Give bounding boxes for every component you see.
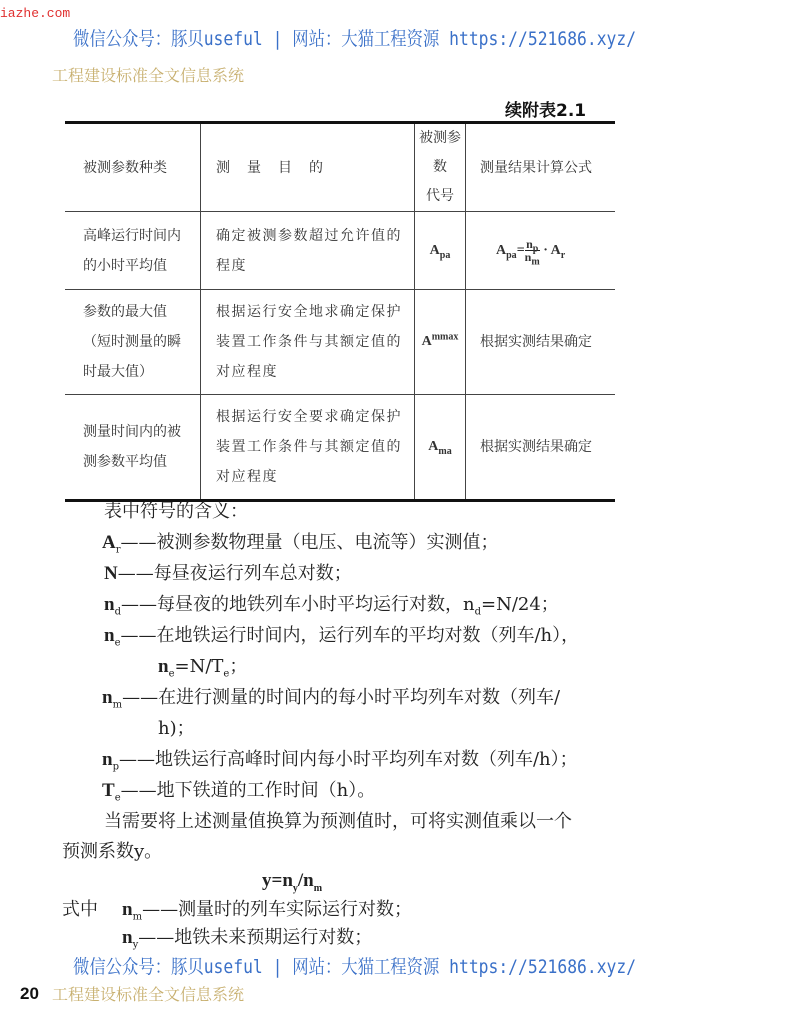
table-header-row bbox=[65, 123, 615, 212]
formula-lhs: A bbox=[496, 242, 507, 258]
paragraph-line1: 当需要将上述测量值换算为预测值时，可将实测值乘以一个 bbox=[104, 811, 572, 832]
formula-rhs-sub: r bbox=[560, 249, 566, 261]
symbol-sub: m bbox=[112, 699, 123, 711]
cell-purpose: 确定被测参数超过允许值的程度 bbox=[201, 212, 415, 290]
cell-formula: 根据实测结果确定 bbox=[466, 395, 616, 501]
cell-code bbox=[415, 290, 466, 395]
legend-item bbox=[102, 531, 499, 555]
formula-den-sub: m bbox=[531, 256, 540, 268]
code-sub: pa bbox=[439, 249, 451, 261]
symbol: n bbox=[122, 927, 133, 948]
definition: =N/T bbox=[174, 656, 224, 677]
code-symbol: A bbox=[421, 334, 432, 349]
legend-title: 表中符号的含义： bbox=[104, 501, 248, 522]
cell-purpose: 根据运行安全地求确定保护装置工作条件与其额定值的对应程度 bbox=[201, 290, 415, 395]
legend-item bbox=[104, 562, 352, 586]
formula-rhs: · A bbox=[543, 242, 561, 258]
definition: ——在地铁运行时间内，运行列车的平均对数（列车/h）， bbox=[120, 625, 580, 646]
symbol: n bbox=[158, 656, 169, 677]
cell-type: 测量时间内的被测参数平均值 bbox=[65, 395, 201, 501]
definition: ——在进行测量的时间内的每小时平均列车对数（列车/ bbox=[122, 687, 561, 708]
formula-part: y=n bbox=[262, 870, 293, 891]
header-code-line2: 代号 bbox=[426, 188, 454, 204]
definition: ——地铁未来预期运行对数； bbox=[138, 927, 373, 948]
definition: ——每昼夜运行列车总对数； bbox=[117, 563, 352, 584]
symbol-sub: y bbox=[132, 939, 139, 951]
table-row bbox=[65, 290, 615, 395]
legend-item bbox=[102, 779, 375, 803]
definition-sub: e bbox=[223, 668, 230, 680]
symbol: n bbox=[104, 594, 115, 615]
header-formula: 测量结果计算公式 bbox=[466, 123, 616, 212]
watermark-system-bottom: 工程建设标准全文信息系统 bbox=[52, 985, 245, 1004]
cell-formula: 根据实测结果确定 bbox=[466, 290, 616, 395]
formula-num-sub: p bbox=[532, 243, 539, 255]
table-row bbox=[65, 212, 615, 290]
cell-formula: $A_{pa}=$ $\frac{n_p}{n_m}$ · $A_r$ bbox=[466, 212, 616, 290]
definition: ——每昼夜的地铁列车小时平均运行对数，n bbox=[120, 594, 475, 615]
definition-tail: =N/24； bbox=[480, 594, 559, 615]
definition-sub: d bbox=[474, 606, 481, 618]
symbol: N bbox=[104, 563, 118, 584]
header-purpose: 测 量 目 的 bbox=[201, 123, 415, 212]
cell-purpose: 根据运行安全要求确定保护装置工作条件与其额定值的对应程度 bbox=[201, 395, 415, 501]
symbol-sub: r bbox=[115, 544, 121, 556]
definition: ——被测参数物理量（电压、电流等）实测值； bbox=[120, 532, 499, 553]
cell-code bbox=[415, 395, 466, 501]
formula-den: n bbox=[524, 249, 532, 264]
legend-item bbox=[158, 655, 247, 679]
watermark-banner-bottom: 微信公众号：豚贝useful | 网站：大猫工程资源 https://521686.xyz/ bbox=[73, 956, 637, 978]
table-caption: 续附表2.1 bbox=[505, 101, 587, 121]
symbol: n bbox=[102, 687, 113, 708]
legend-item bbox=[158, 717, 195, 741]
definition-tail: ； bbox=[229, 656, 248, 677]
symbol-sub: e bbox=[114, 637, 121, 649]
code-symbol: A bbox=[429, 242, 440, 258]
watermark-site: iazhe.com bbox=[0, 6, 71, 21]
symbol: A bbox=[102, 532, 116, 553]
table-row bbox=[65, 395, 615, 501]
watermark-banner-top: 微信公众号：豚贝useful | 网站：大猫工程资源 https://521686.xyz/ bbox=[73, 28, 637, 50]
cell-type: 参数的最大值（短时测量的瞬时最大值） bbox=[65, 290, 201, 395]
legend-item bbox=[104, 593, 559, 617]
formula-part: /n bbox=[297, 870, 314, 891]
parameter-table bbox=[65, 121, 615, 502]
symbol-sub: e bbox=[168, 668, 175, 680]
cell-type: 高峰运行时间内的小时平均值 bbox=[65, 212, 201, 290]
symbol: n bbox=[102, 749, 113, 770]
code-symbol: A bbox=[428, 439, 439, 454]
watermark-system-top: 工程建设标准全文信息系统 bbox=[52, 66, 245, 85]
paragraph-line2: 预测系数y。 bbox=[62, 841, 163, 862]
formula-sub: m bbox=[313, 882, 323, 894]
symbol: T bbox=[102, 780, 115, 801]
legend-item bbox=[102, 748, 578, 772]
formula-sub: y bbox=[292, 882, 298, 894]
formula-num: n bbox=[526, 236, 533, 251]
cell-code bbox=[415, 212, 466, 290]
symbol: n bbox=[104, 625, 115, 646]
definition: ——地下铁道的工作时间（h）。 bbox=[120, 780, 376, 801]
definition: ——地铁运行高峰时间内每小时平均列车对数（列车/h）； bbox=[118, 749, 578, 770]
header-code bbox=[415, 123, 466, 212]
symbol: n bbox=[122, 899, 133, 920]
legend-item bbox=[104, 624, 579, 648]
header-code-line1: 被测参数 bbox=[419, 130, 461, 175]
prediction-formula bbox=[262, 869, 322, 893]
page-number: 20 bbox=[20, 984, 39, 1003]
code-sup: mmax bbox=[431, 331, 459, 343]
formula-fraction bbox=[524, 236, 540, 268]
symbol-sub: m bbox=[132, 911, 143, 923]
where-item bbox=[122, 898, 412, 922]
where-label: 式中 bbox=[62, 899, 98, 920]
legend-item bbox=[102, 686, 560, 710]
where-item bbox=[122, 926, 372, 950]
symbol-sub: d bbox=[114, 606, 121, 618]
header-type: 被测参数种类 bbox=[65, 123, 201, 212]
definition: ——测量时的列车实际运行对数； bbox=[142, 899, 413, 920]
symbol-sub: e bbox=[114, 792, 121, 804]
definition: h)； bbox=[158, 718, 195, 739]
symbol-sub: p bbox=[112, 761, 119, 773]
formula-lhs-sub: pa bbox=[506, 249, 517, 261]
code-sub: ma bbox=[438, 445, 452, 457]
